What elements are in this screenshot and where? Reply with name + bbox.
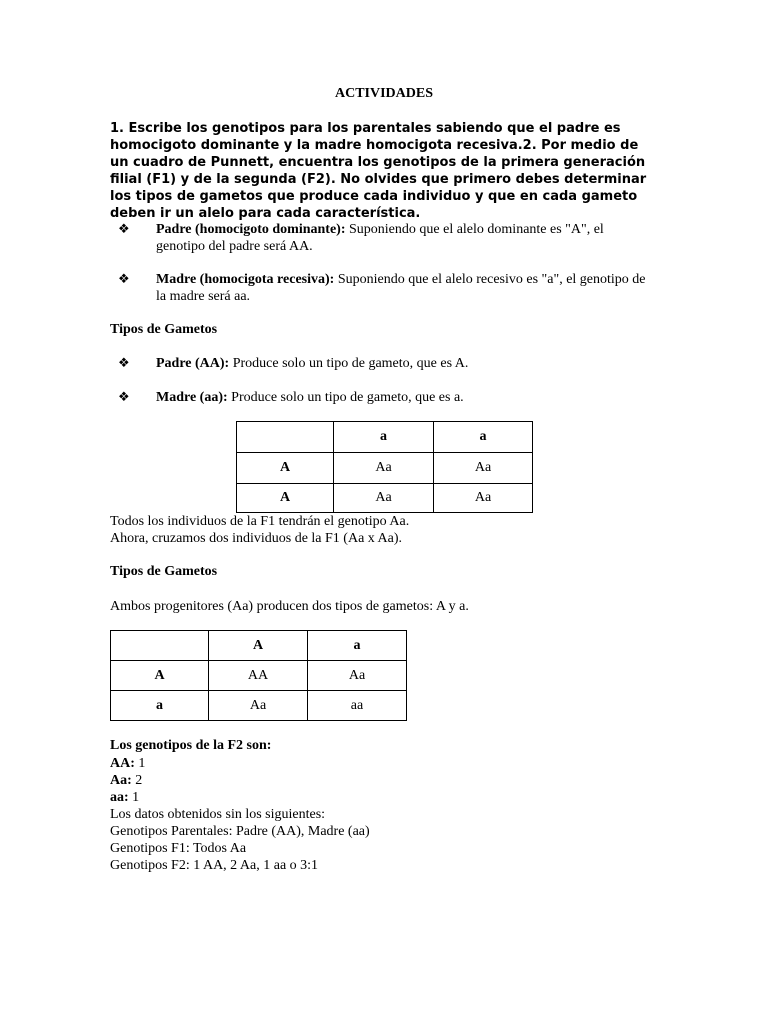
table-cell: Aa [334,484,434,513]
table-header-cell: a [308,631,407,661]
table-header-cell: A [209,631,308,661]
summary-f1: Genotipos F1: Todos Aa [110,841,247,856]
f2-genotype-item [110,772,142,789]
table-header-row [237,422,533,453]
table-header-cell: a [334,422,434,453]
diamond-bullet-icon: ❖ [118,389,130,404]
padre-gamete-item [156,355,656,372]
f2-genotype-value: 2 [131,773,143,788]
summary-parental: Genotipos Parentales: Padre (AA), Madre (aa) [110,824,370,839]
padre-genotype-item [156,221,656,255]
f2-genotype-value: 1 [134,756,146,771]
f1-cross-text: Ahora, cruzamos dos individuos de la F1 (Aa x Aa). [110,531,402,546]
madre-genotype-item [156,271,656,305]
f2-genotypes-heading: Los genotipos de la F2 son: [110,738,272,753]
gametes-f1-text: Ambos progenitores (Aa) producen dos tipos de gametos: A y a. [110,599,469,614]
punnett-square-f1 [236,421,533,513]
gametes-heading-1: Tipos de Gametos [110,322,218,337]
table-cell: Aa [209,691,308,721]
table-cell: Aa [434,484,533,513]
table-row-header: A [237,484,334,513]
diamond-bullet-icon: ❖ [118,355,130,370]
table-header-cell [237,422,334,453]
table-header-row [111,631,407,661]
table-cell: AA [209,661,308,691]
padre-text: Suponiendo que el alelo dominante es "A", el genotipo del padre será AA. [156,222,604,254]
f2-genotype-value: 1 [128,790,140,805]
madre-gamete-label: Madre (aa): [156,390,228,405]
table-row-header: A [111,661,209,691]
table-cell: aa [308,691,407,721]
madre-gamete-text: Produce solo un tipo de gameto, que es a. [227,390,464,405]
padre-gamete-text: Produce solo un tipo de gameto, que es A. [229,356,469,371]
table-header-cell: a [434,422,533,453]
table-row [237,484,533,513]
padre-label: Padre (homocigoto dominante): [156,222,346,237]
madre-text: Suponiendo que el alelo recesivo es "a", el genotipo de la madre será aa. [156,272,646,304]
table-cell: Aa [434,453,533,484]
page-title: ACTIVIDADES [334,86,434,101]
punnett-square-f2 [110,630,407,721]
activity-instructions: 1. Escribe los genotipos para los parentales sabiendo que el padre es homocigoto dominante y la madre homocigota recesiva.2. Por medio de un cuadro de Punnett, encuentra los genotipos de la primera generación filial (F1) y de la segunda (F2). No olvides que primero debes determinar los tipos de gametos que produce cada individuo y que en cada gameto deben ir un alelo para cada característica. [110,121,647,221]
f2-genotype-item [110,789,139,806]
madre-label: Madre (homocigota recesiva): [156,272,335,287]
f2-genotype-item [110,755,145,772]
table-header-cell [111,631,209,661]
table-row-header: a [111,691,209,721]
diamond-bullet-icon: ❖ [118,271,130,286]
summary-f2: Genotipos F2: 1 AA, 2 Aa, 1 aa o 3:1 [110,858,319,873]
table-row [111,661,407,691]
table-row-header: A [237,453,334,484]
table-cell: Aa [308,661,407,691]
gametes-heading-2: Tipos de Gametos [110,564,218,579]
f2-genotype-label: AA: [110,756,135,771]
padre-gamete-label: Padre (AA): [156,356,230,371]
diamond-bullet-icon: ❖ [118,221,130,236]
summary-intro: Los datos obtenidos sin los siguientes: [110,807,326,822]
table-cell: Aa [334,453,434,484]
table-row [111,691,407,721]
f2-genotype-label: Aa: [110,773,132,788]
madre-gamete-item [156,389,656,406]
table-row [237,453,533,484]
f2-genotype-label: aa: [110,790,129,805]
f1-result-text: Todos los individuos de la F1 tendrán el genotipo Aa. [110,514,410,529]
